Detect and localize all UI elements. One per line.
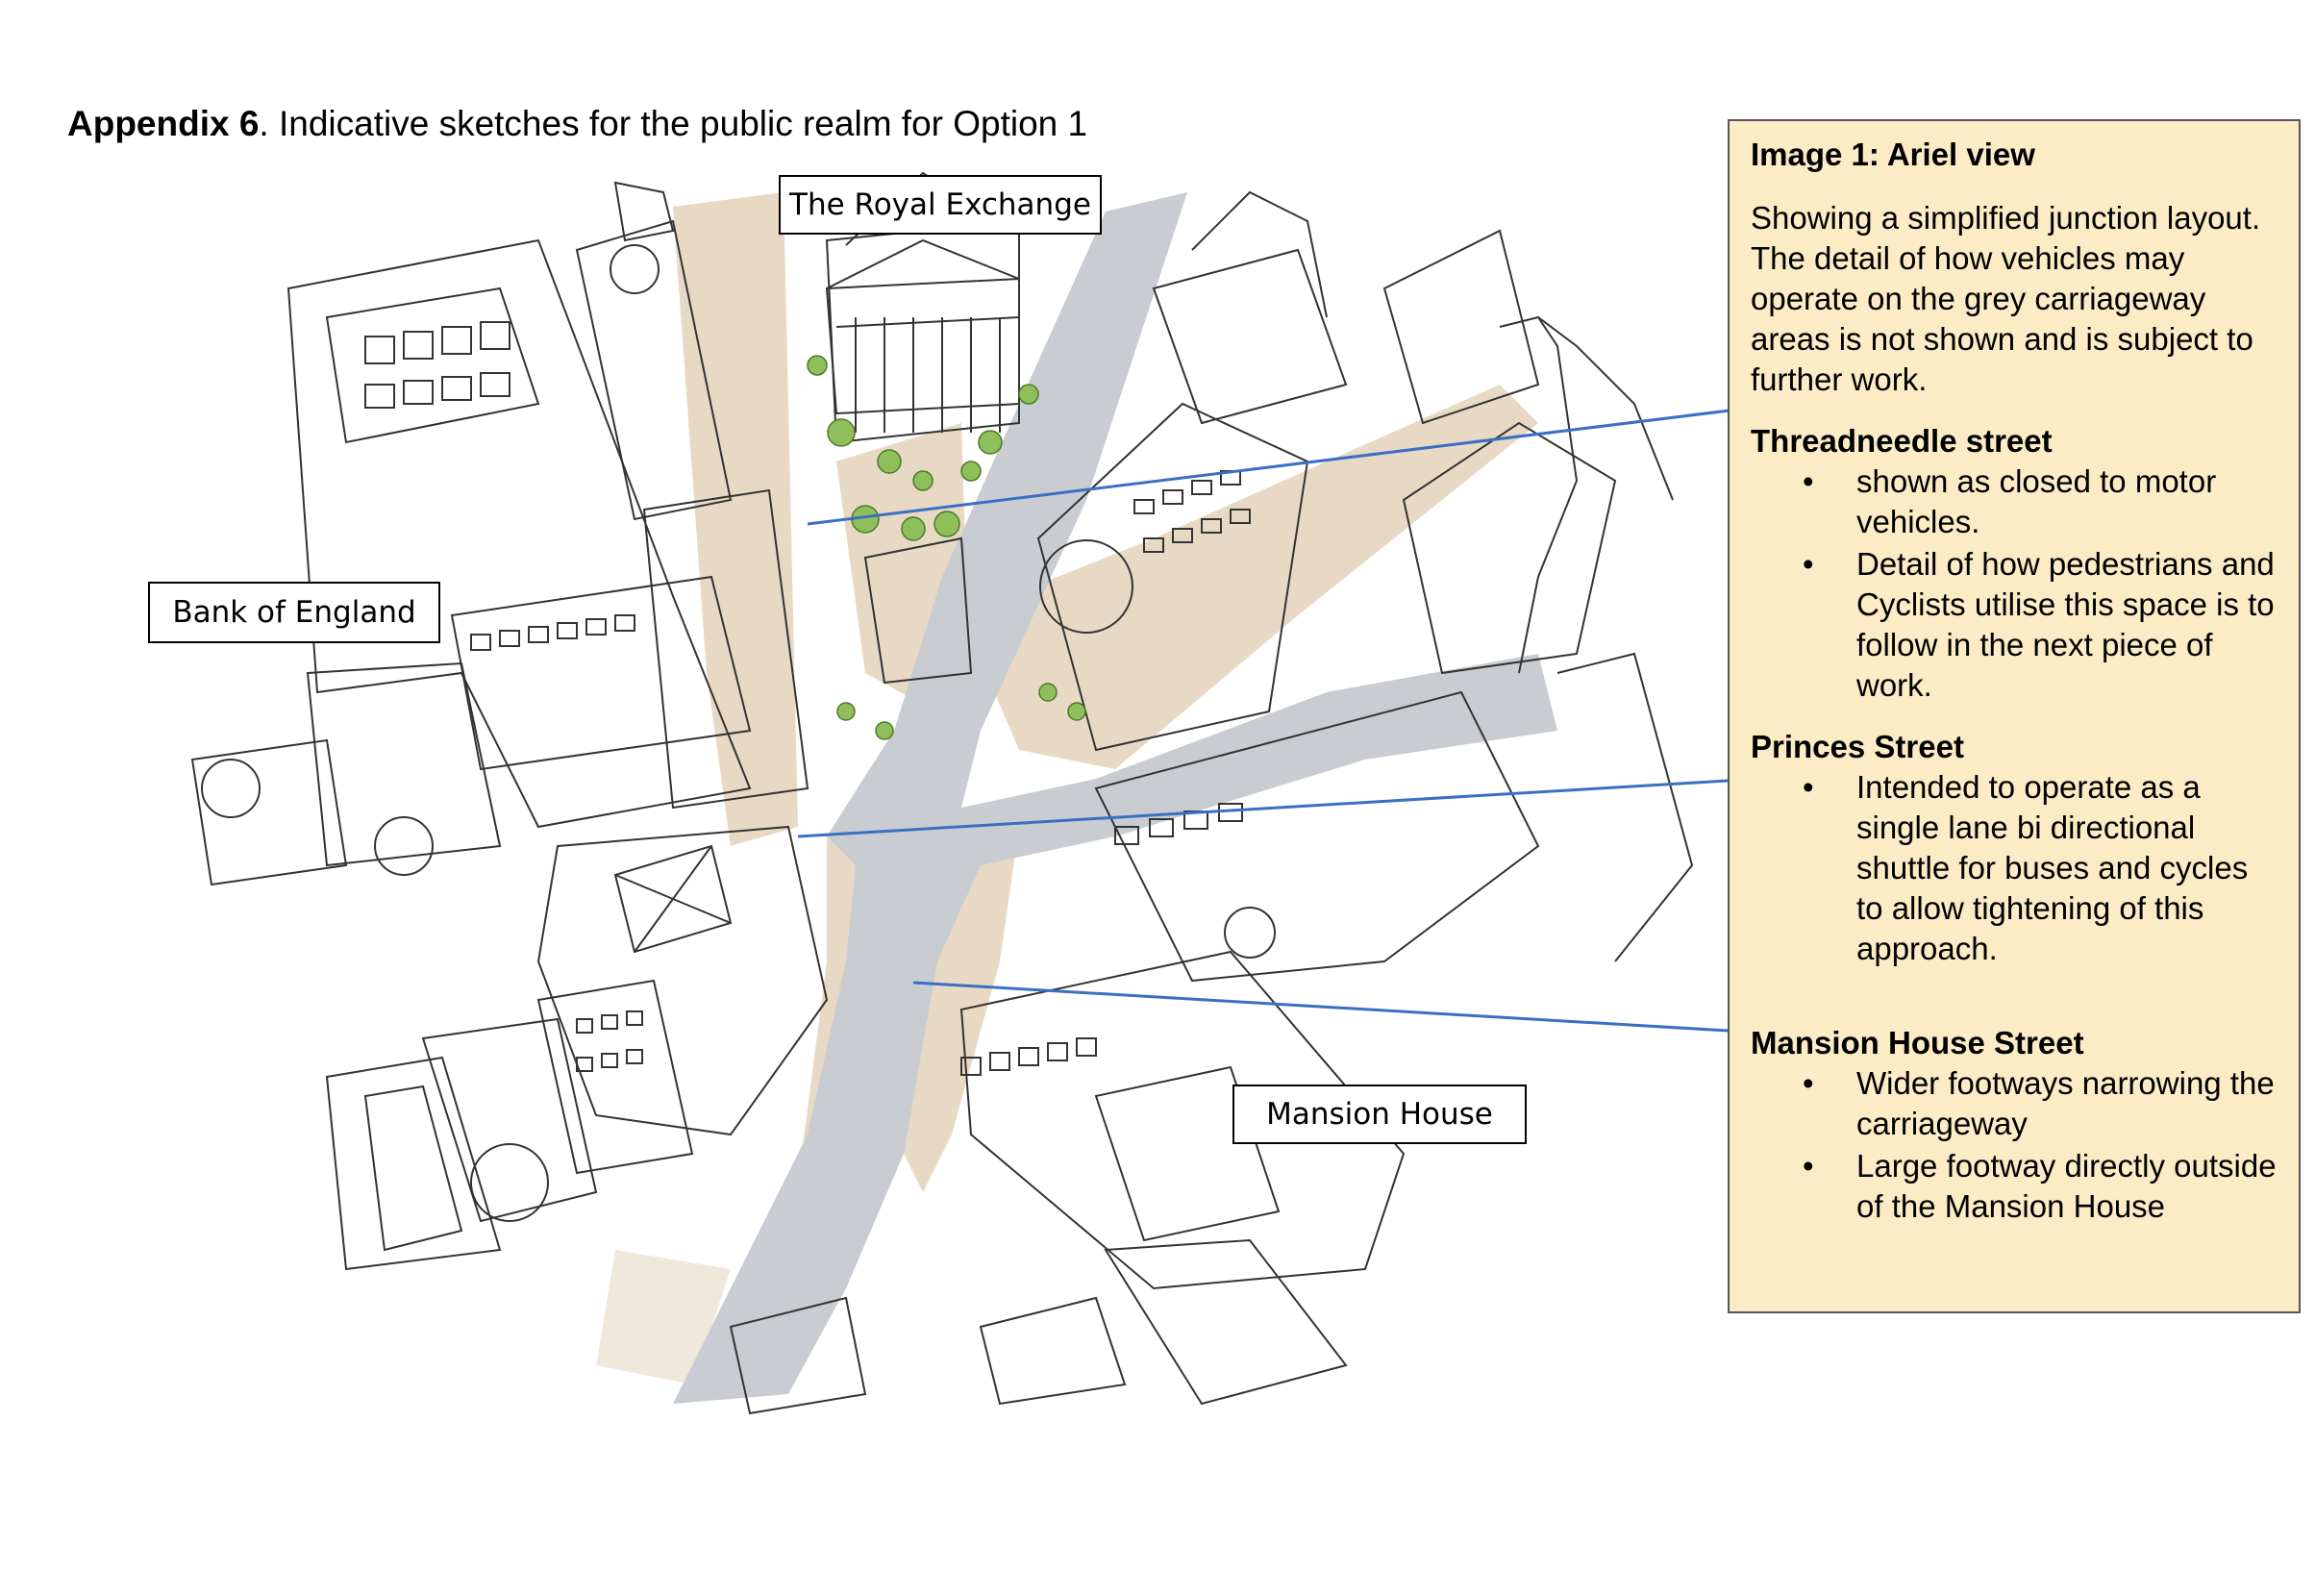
- section-heading-threadneedle: Threadneedle street: [1751, 423, 2053, 459]
- bullet-item: • Intended to operate as a single lane bi directional shuttle for buses and cycles to allow tightening of this approach.: [1856, 767, 2279, 969]
- bullet-list-threadneedle: [1751, 461, 2279, 706]
- page-title-bold: Appendix 6: [67, 104, 260, 143]
- bullet-item: • shown as closed to motor vehicles.: [1856, 461, 2279, 542]
- annotation-panel: [1728, 119, 2301, 1313]
- panel-intro: Showing a simplified junction layout. The detail of how vehicles may operate on the grey carriageway areas is not shown and is subject to further work.: [1751, 200, 2261, 397]
- bullet-list-princes: [1751, 767, 2279, 969]
- bullet-item: • Wider footways narrowing the carriageway: [1856, 1063, 2279, 1144]
- bullet-item: • Large footway directly outside of the Mansion House: [1856, 1146, 2279, 1227]
- label-bank-of-england: Bank of England: [148, 582, 440, 643]
- section-heading-princes: Princes Street: [1751, 729, 1964, 764]
- label-mansion-house: Mansion House: [1232, 1085, 1527, 1144]
- page-title-rest: . Indicative sketches for the public realm for Option 1: [259, 104, 1088, 143]
- panel-heading: Image 1: Ariel view: [1751, 137, 2035, 172]
- bullet-item: • Detail of how pedestrians and Cyclists utilise this space is to follow in the next piece of work.: [1856, 544, 2279, 706]
- bullet-list-mansion-house: [1751, 1063, 2279, 1227]
- section-heading-mansion-house: Mansion House Street: [1751, 1025, 2084, 1060]
- label-royal-exchange: The Royal Exchange: [779, 175, 1102, 235]
